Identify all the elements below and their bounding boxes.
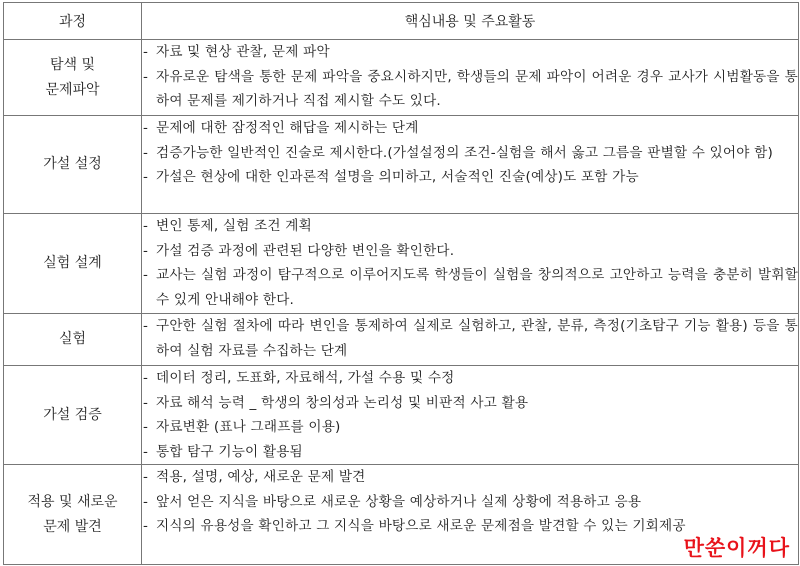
activities-cell (142, 116, 799, 214)
activities-cell (142, 366, 799, 465)
list-item: - 자료 및 현상 관찰, 문제 파악 (142, 40, 798, 65)
table-row (4, 465, 799, 565)
list-item: - 가설 검증 과정에 관련된 다양한 변인을 확인한다. (142, 239, 798, 264)
table-row (4, 214, 799, 314)
list-item: - 검증가능한 일반적인 진술로 제시한다.(가설설정의 조건-실험을 해서 옳고 그름을 판별할 수 있어야 함) (142, 141, 798, 166)
activities-cell (142, 214, 799, 314)
watermark-text: 만쑨이꺼다 (683, 536, 790, 560)
stage-cell (4, 465, 142, 565)
stage-label-line: 문제파악 (45, 81, 100, 98)
list-item: - 자유로운 탐색을 통한 문제 파악을 중요시하지만, 학생들의 문제 파악이 어려운 경우 교사가 시범활동을 통하여 문제를 제기하거나 직접 제시할 수도 있다. (142, 65, 798, 114)
header-activities: 핵심내용 및 주요활동 (142, 3, 799, 40)
list-item: - 적용, 설명, 예상, 새로운 문제 발견 (142, 465, 798, 490)
activities-cell (142, 314, 799, 366)
stage-cell: 실험 (4, 314, 142, 366)
list-item: - 통합 탐구 기능이 활용됨 (142, 440, 798, 465)
inquiry-process-table (3, 2, 799, 565)
table-row (4, 314, 799, 366)
list-item: - 구안한 실험 절차에 따라 변인을 통제하여 실제로 실험하고, 관찰, 분류, 측정(기초탐구 기능 활용) 등을 통하여 실험 자료를 수집하는 단계 (142, 314, 798, 363)
list-item: - 변인 통제, 실험 조건 계획 (142, 214, 798, 239)
stage-cell: 실험 설계 (4, 214, 142, 314)
list-item: - 문제에 대한 잠정적인 해답을 제시하는 단계 (142, 116, 798, 141)
list-item: - 교사는 실험 과정이 탐구적으로 이루어지도록 학생들이 실험을 창의적으로 고안하고 능력을 충분히 발휘할 수 있게 안내해야 한다. (142, 263, 798, 312)
list-item: - 가설은 현상에 대한 인과론적 설명을 의미하고, 서술적인 진술(예상)도 포함 가능 (142, 165, 798, 190)
stage-cell (4, 40, 142, 116)
table-row (4, 366, 799, 465)
list-item: - 지식의 유용성을 확인하고 그 지식을 바탕으로 새로운 문제점을 발견할 수 있는 기회제공 (142, 514, 798, 539)
header-stage: 과정 (4, 3, 142, 40)
stage-label-line: 문제 발견 (43, 518, 102, 535)
stage-cell: 가설 검증 (4, 366, 142, 465)
stage-label-line: 적용 및 새로운 (27, 493, 118, 510)
list-item: - 자료 해석 능력 _ 학생의 창의성과 논리성 및 비판적 사고 활용 (142, 391, 798, 416)
stage-label-line: 탐색 및 (49, 56, 96, 73)
list-item: - 데이터 정리, 도표화, 자료해석, 가설 수용 및 수정 (142, 366, 798, 391)
table-row (4, 116, 799, 214)
table-row (4, 40, 799, 116)
list-item: - 자료변환 (표나 그래프를 이용) (142, 415, 798, 440)
list-item: - 앞서 얻은 지식을 바탕으로 새로운 상황을 예상하거나 실제 상황에 적용하고 응용 (142, 490, 798, 515)
stage-cell: 가설 설정 (4, 116, 142, 214)
activities-cell (142, 40, 799, 116)
table-header-row (4, 3, 799, 40)
